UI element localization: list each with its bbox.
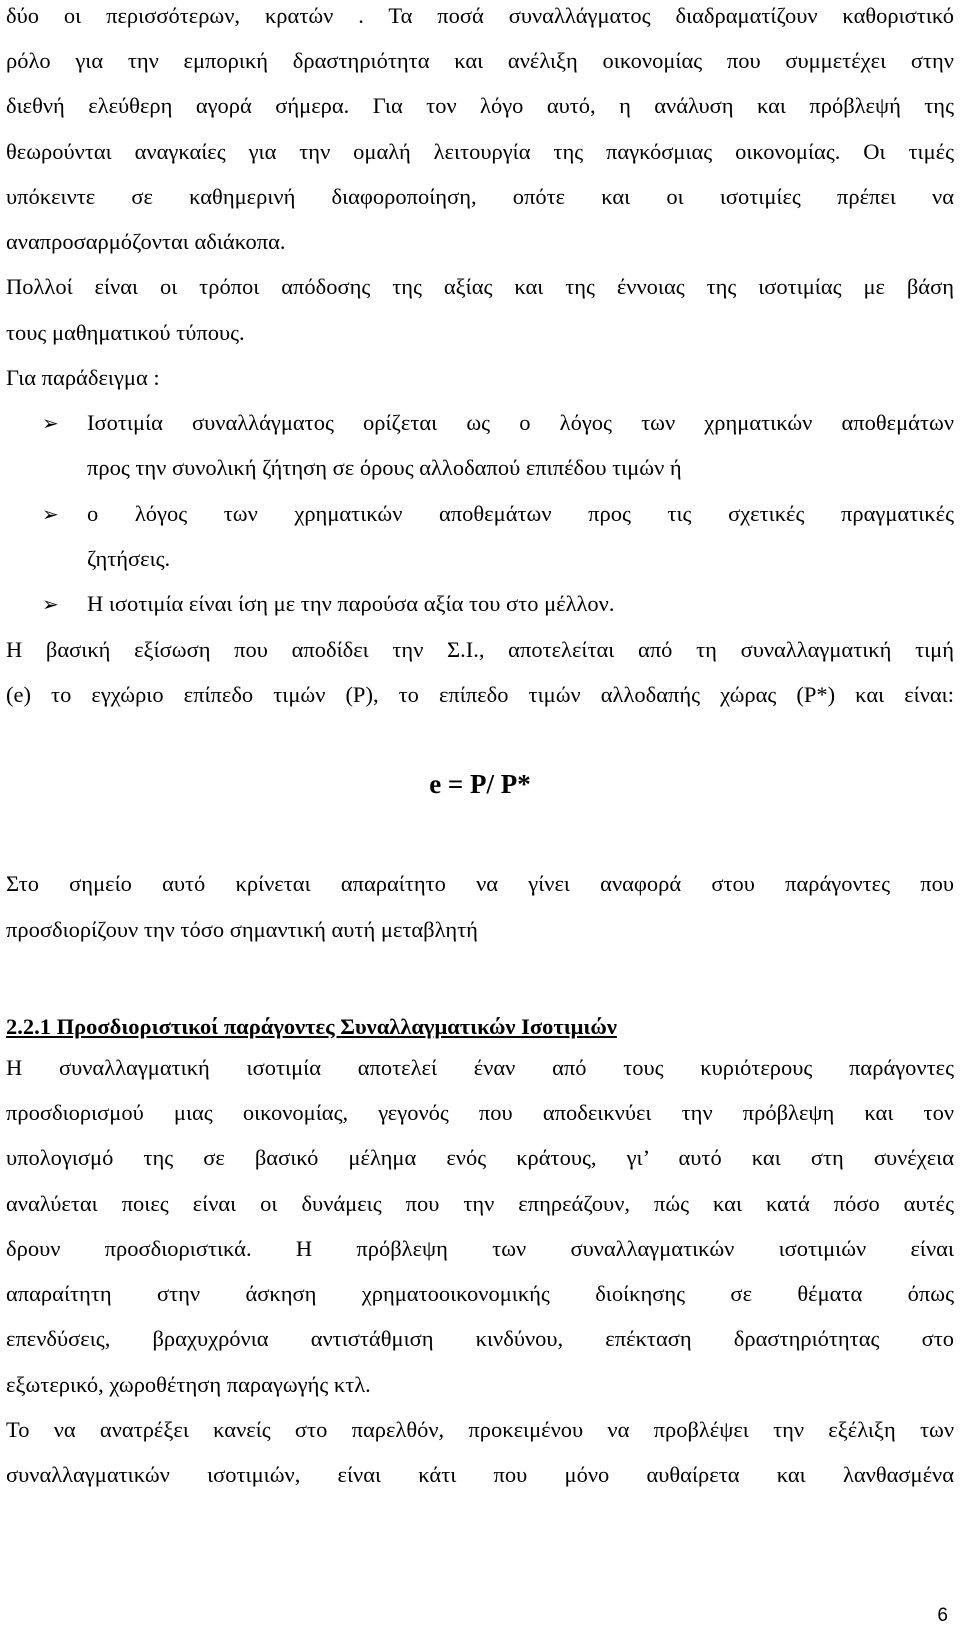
text-line: Στο σημείο αυτό κρίνεται απαραίτητο να γίνει αναφορά στου παράγοντες που	[6, 871, 954, 896]
text-line: επενδύσεις, βραχυχρόνια αντιστάθμιση κινδύνου, επέκταση δραστηριότητας στο	[6, 1326, 954, 1351]
text-line: δύο οι περισσότερων, κρατών . Τα ποσά συναλλάγματος διαδραματίζουν καθοριστικό	[6, 3, 954, 28]
text-line: προσδιορισμού μιας οικονομίας, γεγονός που αποδεικνύει την πρόβλεψη και τον	[6, 1100, 954, 1125]
text-line: Πολλοί είναι οι τρόποι απόδοσης της αξίας και της έννοιας της ισοτιμίας με βάση	[6, 274, 954, 299]
formula: e = P/ P*	[429, 769, 531, 799]
text-line: συναλλαγματικών ισοτιμιών, είναι κάτι που μόνο αυθαίρετα και λανθασμένα	[6, 1462, 954, 1487]
list-item-continuation: προς την συνολική ζήτηση σε όρους αλλοδαπού επιπέδου τιμών ή	[87, 455, 682, 480]
text-line: υπόκειντε σε καθημερινή διαφοροποίηση, οπότε και οι ισοτιμίες πρέπει να	[6, 184, 954, 209]
text-line: αναπροσαρμόζονται αδιάκοπα.	[6, 229, 286, 254]
text-line: εξωτερικό, χωροθέτηση παραγωγής κτλ.	[6, 1372, 371, 1397]
text-line: τους μαθηματικού τύπους.	[6, 320, 245, 345]
section-heading: 2.2.1 Προσδιοριστικοί παράγοντες Συναλλαγματικών Ισοτιμιών	[6, 1014, 617, 1039]
text-line: υπολογισμό της σε βασικό μέλημα ενός κράτους, γι’ αυτό και στη συνέχεια	[6, 1145, 954, 1170]
text-line: αναλύεται ποιες είναι οι δυνάμεις που την επηρεάζουν, πώς και κατά πόσο αυτές	[6, 1191, 954, 1216]
text-line: Το να ανατρέξει κανείς στο παρελθόν, προκειμένου να προβλέψει την εξέλιξη των	[6, 1417, 954, 1442]
list-item: Ισοτιμία συναλλάγματος ορίζεται ως ο λόγος των χρηματικών αποθεμάτων	[87, 410, 954, 435]
text-line: διεθνή ελεύθερη αγορά σήμερα. Για τον λόγο αυτό, η ανάλυση και πρόβλεψή της	[6, 93, 954, 118]
text-line: Η βασική εξίσωση που αποδίδει την Σ.Ι., αποτελείται από τη συναλλαγματική τιμή	[6, 637, 954, 662]
text-line: (e) το εγχώριο επίπεδο τιμών (P), το επίπεδο τιμών αλλοδαπής χώρας (P*) και είναι:	[6, 682, 954, 707]
text-line: δρουν προσδιοριστικά. Η πρόβλεψη των συναλλαγματικών ισοτιμιών είναι	[6, 1236, 954, 1261]
text-line: θεωρούνται αναγκαίες για την ομαλή λειτουργία της παγκόσμιας οικονομίας. Οι τιμές	[6, 139, 954, 164]
arrow-bullet-icon: ➢	[42, 411, 59, 435]
text-line: Η συναλλαγματική ισοτιμία αποτελεί έναν από τους κυριότερους παράγοντες	[6, 1055, 954, 1080]
text-line: απαραίτητη στην άσκηση χρηματοοικονομικής διοίκησης σε θέματα όπως	[6, 1281, 954, 1306]
arrow-bullet-icon: ➢	[42, 592, 59, 616]
page-number: 6	[937, 1605, 948, 1626]
text-line: προσδιορίζουν την τόσο σημαντική αυτή μεταβλητή	[6, 917, 478, 942]
list-item: Η ισοτιμία είναι ίση με την παρούσα αξία του στο μέλλον.	[87, 591, 615, 616]
text-line: ρόλο για την εμπορική δραστηριότητα και ανέλιξη οικονομίας που συμμετέχει στην	[6, 48, 954, 73]
arrow-bullet-icon: ➢	[42, 502, 59, 526]
list-item: ο λόγος των χρηματικών αποθεμάτων προς τις σχετικές πραγματικές	[87, 501, 954, 526]
example-label: Για παράδειγμα :	[6, 365, 160, 390]
list-item-continuation: ζητήσεις.	[87, 546, 171, 571]
